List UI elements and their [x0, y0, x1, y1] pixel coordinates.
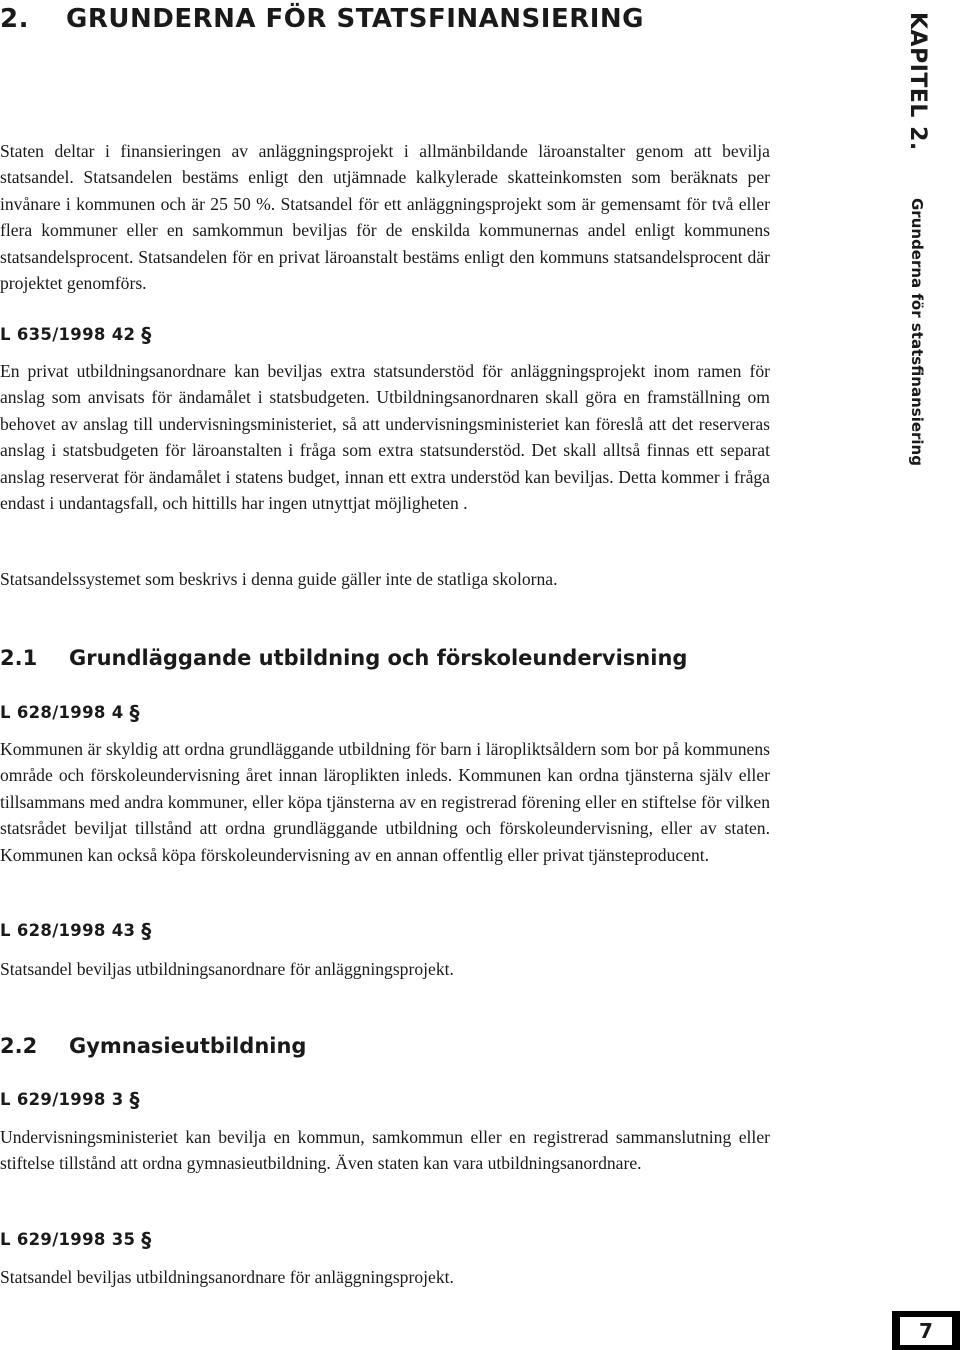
section-2-2-paragraph-2: Statsandel beviljas utbildningsanordnare för anläggningsprojekt.: [0, 1267, 454, 1287]
law-reference: [0, 323, 152, 347]
section-2-1-paragraph-2: Statsandel beviljas utbildningsanordnare för anläggningsprojekt.: [0, 959, 454, 979]
law-reference-text: L 635/1998 42: [0, 325, 136, 344]
chapter-number: 2.: [0, 4, 29, 34]
side-subtitle: Grunderna för statsfinansiering: [908, 198, 926, 466]
section-title: Grundläggande utbildning och förskoleundervisning: [69, 646, 688, 670]
section-2-1-paragraph-1: Kommunen är skyldig att ordna grundläggande utbildning för barn i läropliktsåldern som bor på kommunens område och förskoleundervisning året innan läroplikten inleds. Kommunen kan ordna tjänsterna själv eller tillsammans med andra kommuner, eller köpa tjänsterna av en registrerad förening eller en stiftelse för vilken statsrådet beviljat tillstånd att ordna grundläggande utbildning och förskoleundervisning, eller av staten. Kommunen kan också köpa förskoleundervisning av en annan offentlig eller privat tjänsteproducent.: [0, 739, 770, 865]
section-2-2-paragraph-1: Undervisningsministeriet kan bevilja en kommun, samkommun eller en registrerad sammanslutning eller stiftelse tillstånd att ordna gymnasieutbildning. Även staten kan vara utbildningsanordnare.: [0, 1127, 770, 1174]
law-reference: [0, 919, 152, 943]
law-reference-text: L 629/1998 3: [0, 1090, 124, 1109]
law-reference-text: L 629/1998 35: [0, 1230, 136, 1249]
page-number: 7: [900, 1317, 952, 1345]
section-sign-icon: §: [141, 919, 152, 943]
section-sign-icon: §: [129, 1088, 140, 1112]
section-number: 2.2: [0, 1034, 38, 1058]
chapter-title: [0, 4, 644, 34]
chapter-title-text: GRUNDERNA FÖR STATSFINANSIERING: [66, 4, 645, 34]
section-heading-2-1: [0, 646, 687, 670]
law-reference: [0, 701, 140, 725]
section-heading-2-2: [0, 1034, 306, 1058]
side-chapter-label: KAPITEL 2.: [905, 12, 930, 151]
section-sign-icon: §: [141, 1228, 152, 1252]
section-title: Gymnasieutbildning: [69, 1034, 307, 1058]
intro-paragraph-3: Statsandelssystemet som beskrivs i denna guide gäller inte de statliga skolorna.: [0, 569, 558, 589]
law-reference-text: L 628/1998 43: [0, 921, 136, 940]
section-sign-icon: §: [141, 323, 152, 347]
section-number: 2.1: [0, 646, 38, 670]
intro-paragraph-2: En privat utbildningsanordnare kan beviljas extra statsunderstöd för anläggningsprojekt inom ramen för anslag som anvisats för ändamålet i statsbudgeten. Utbildningsanordnaren skall göra en framställning om behovet av anslag till undervisningsministeriet, så att undervisningsministeriet kan föreslå att det reserveras anslag i statsbudgeten för läroanstalten i fråga som extra statsunderstöd. Det skall alltså finnas ett separat anslag reserverat för ändamålet i statens budget, innan ett extra understöd kan beviljas. Detta kommer i fråga endast i undantagsfall, och hittills har ingen utnyttjat möjligheten .: [0, 361, 770, 514]
section-sign-icon: §: [129, 701, 140, 725]
law-reference: [0, 1228, 152, 1252]
law-reference: [0, 1088, 140, 1112]
law-reference-text: L 628/1998 4: [0, 703, 124, 722]
intro-paragraph-1: Staten deltar i finansieringen av anläggningsprojekt i allmänbildande läroanstalter genom att bevilja statsandel. Statsandelen bestäms enligt den utjämnade kalkylerade skatteinkomsten som beräknats per invånare i kommunen och är 25 50 %. Statsandel för ett anläggningsprojekt som är gemensamt för två eller flera kommuner eller en samkommun beviljas för de enskilda kommunernas andel enligt kommunens statsandelsprocent. Statsandelen för en privat läroanstalt bestäms enligt den kommuns statsandelsprocent där projektet genomförs.: [0, 141, 770, 294]
